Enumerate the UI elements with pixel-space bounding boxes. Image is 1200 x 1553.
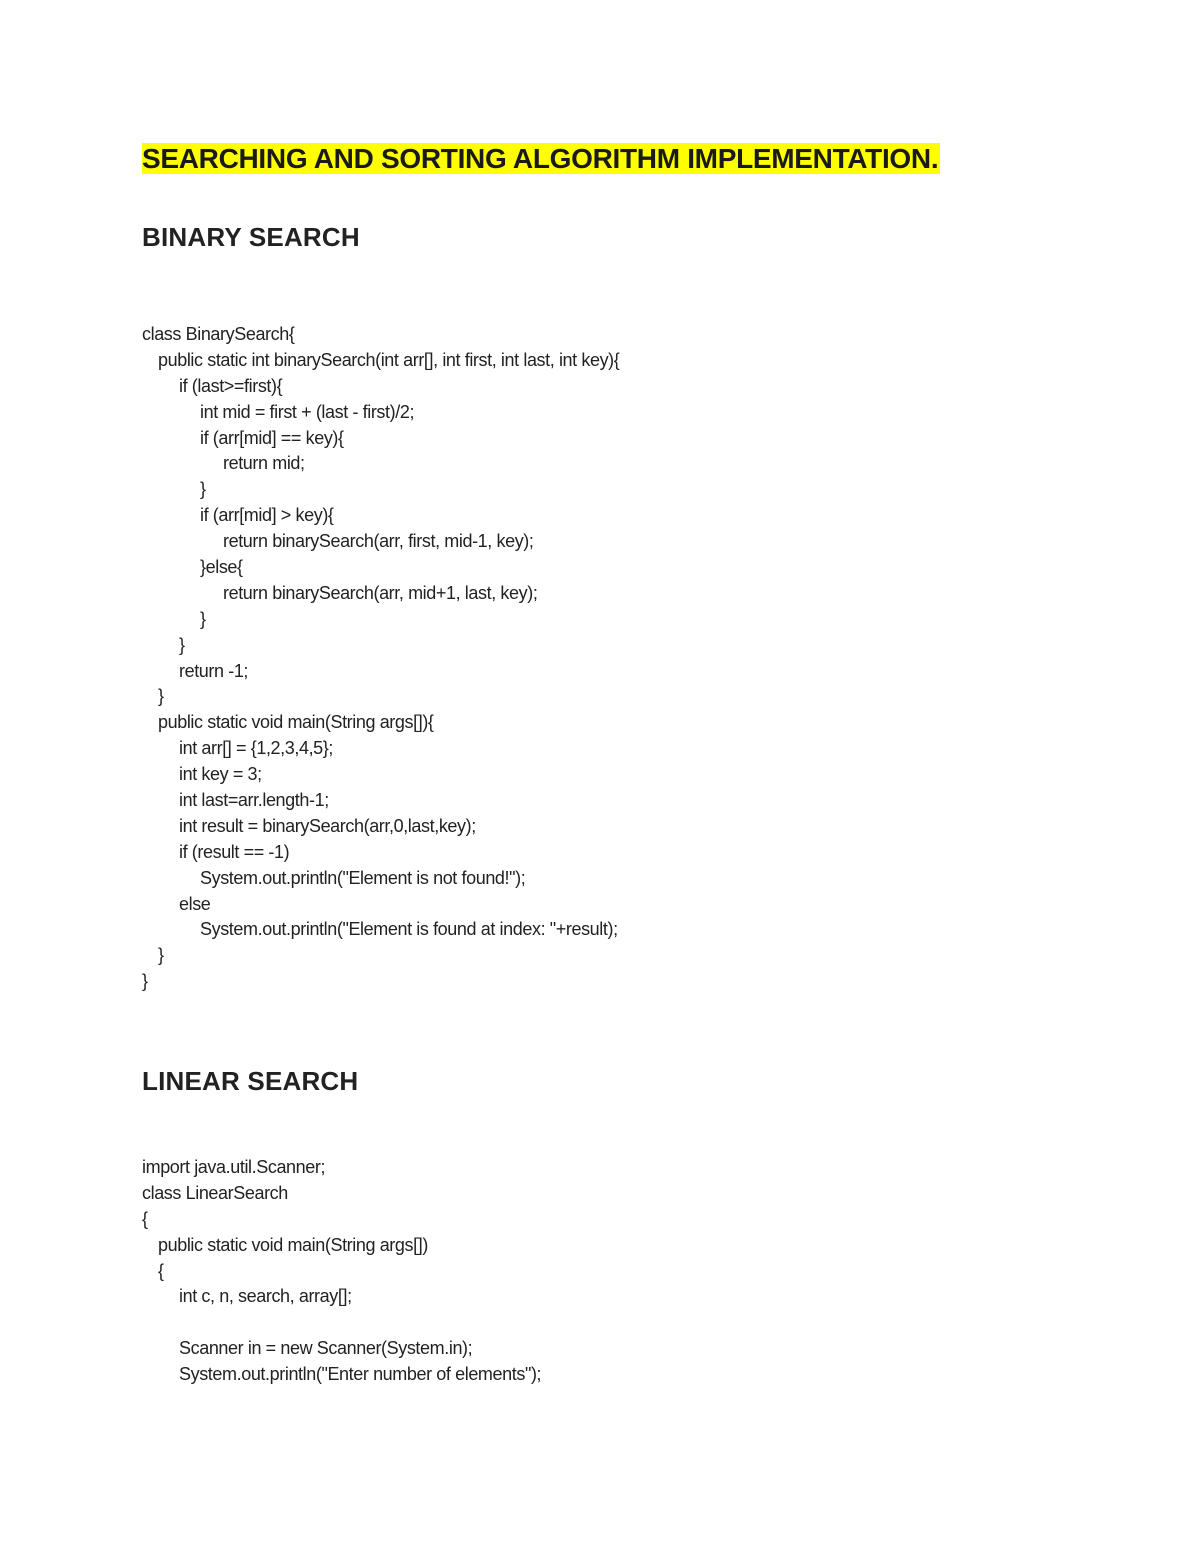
code-line: class BinarySearch{ — [142, 324, 295, 344]
code-line: return -1; — [179, 660, 249, 681]
code-line: } — [179, 634, 185, 655]
code-line: Scanner in = new Scanner(System.in); — [179, 1338, 473, 1359]
code-line: System.out.println("Element is not found!"); — [200, 867, 526, 888]
code-line: int arr[] = {1,2,3,4,5}; — [179, 738, 334, 759]
code-line: int result = binarySearch(arr,0,last,key); — [179, 815, 476, 836]
section-heading-binary-search: BINARY SEARCH — [142, 222, 360, 252]
code-line: System.out.println("Enter number of elements"); — [179, 1364, 542, 1385]
code-line: class LinearSearch — [142, 1182, 288, 1203]
code-line: if (arr[mid] == key){ — [200, 427, 344, 448]
code-line: int c, n, search, array[]; — [179, 1286, 352, 1307]
code-line: int last=arr.length-1; — [179, 790, 329, 811]
section-heading-linear-search: LINEAR SEARCH — [142, 1066, 359, 1096]
code-line: } — [158, 945, 164, 966]
code-line: return mid; — [223, 453, 305, 474]
code-line: return binarySearch(arr, mid+1, last, key); — [223, 582, 538, 603]
code-line: } — [200, 479, 206, 500]
code-line: } — [200, 608, 206, 629]
code-line: return binarySearch(arr, first, mid-1, key); — [223, 531, 534, 552]
code-line: if (result == -1) — [179, 841, 290, 862]
document-title — [142, 141, 940, 177]
code-block-linear-search — [142, 1155, 1142, 1388]
code-line: System.out.println("Element is found at index: "+result); — [200, 919, 618, 940]
code-line: public static int binarySearch(int arr[], int first, int last, int key){ — [158, 349, 620, 370]
code-line: if (arr[mid] > key){ — [200, 505, 334, 526]
code-line: } — [158, 686, 164, 707]
code-line: { — [142, 1208, 148, 1229]
code-line: { — [158, 1260, 164, 1281]
code-line: }else{ — [200, 557, 243, 578]
code-line: } — [142, 971, 148, 992]
code-line: int key = 3; — [179, 764, 262, 785]
code-line: public static void main(String args[]) — [158, 1234, 428, 1255]
code-block-binary-search — [142, 322, 1142, 995]
code-line: import java.util.Scanner; — [142, 1157, 326, 1177]
code-line: if (last>=first){ — [179, 375, 283, 396]
code-line: else — [179, 893, 211, 914]
code-line — [142, 1310, 1142, 1336]
code-line: int mid = first + (last - first)/2; — [200, 401, 415, 422]
code-line: public static void main(String args[]){ — [158, 712, 434, 733]
title-highlight: SEARCHING AND SORTING ALGORITHM IMPLEMENTATION. — [142, 143, 939, 174]
